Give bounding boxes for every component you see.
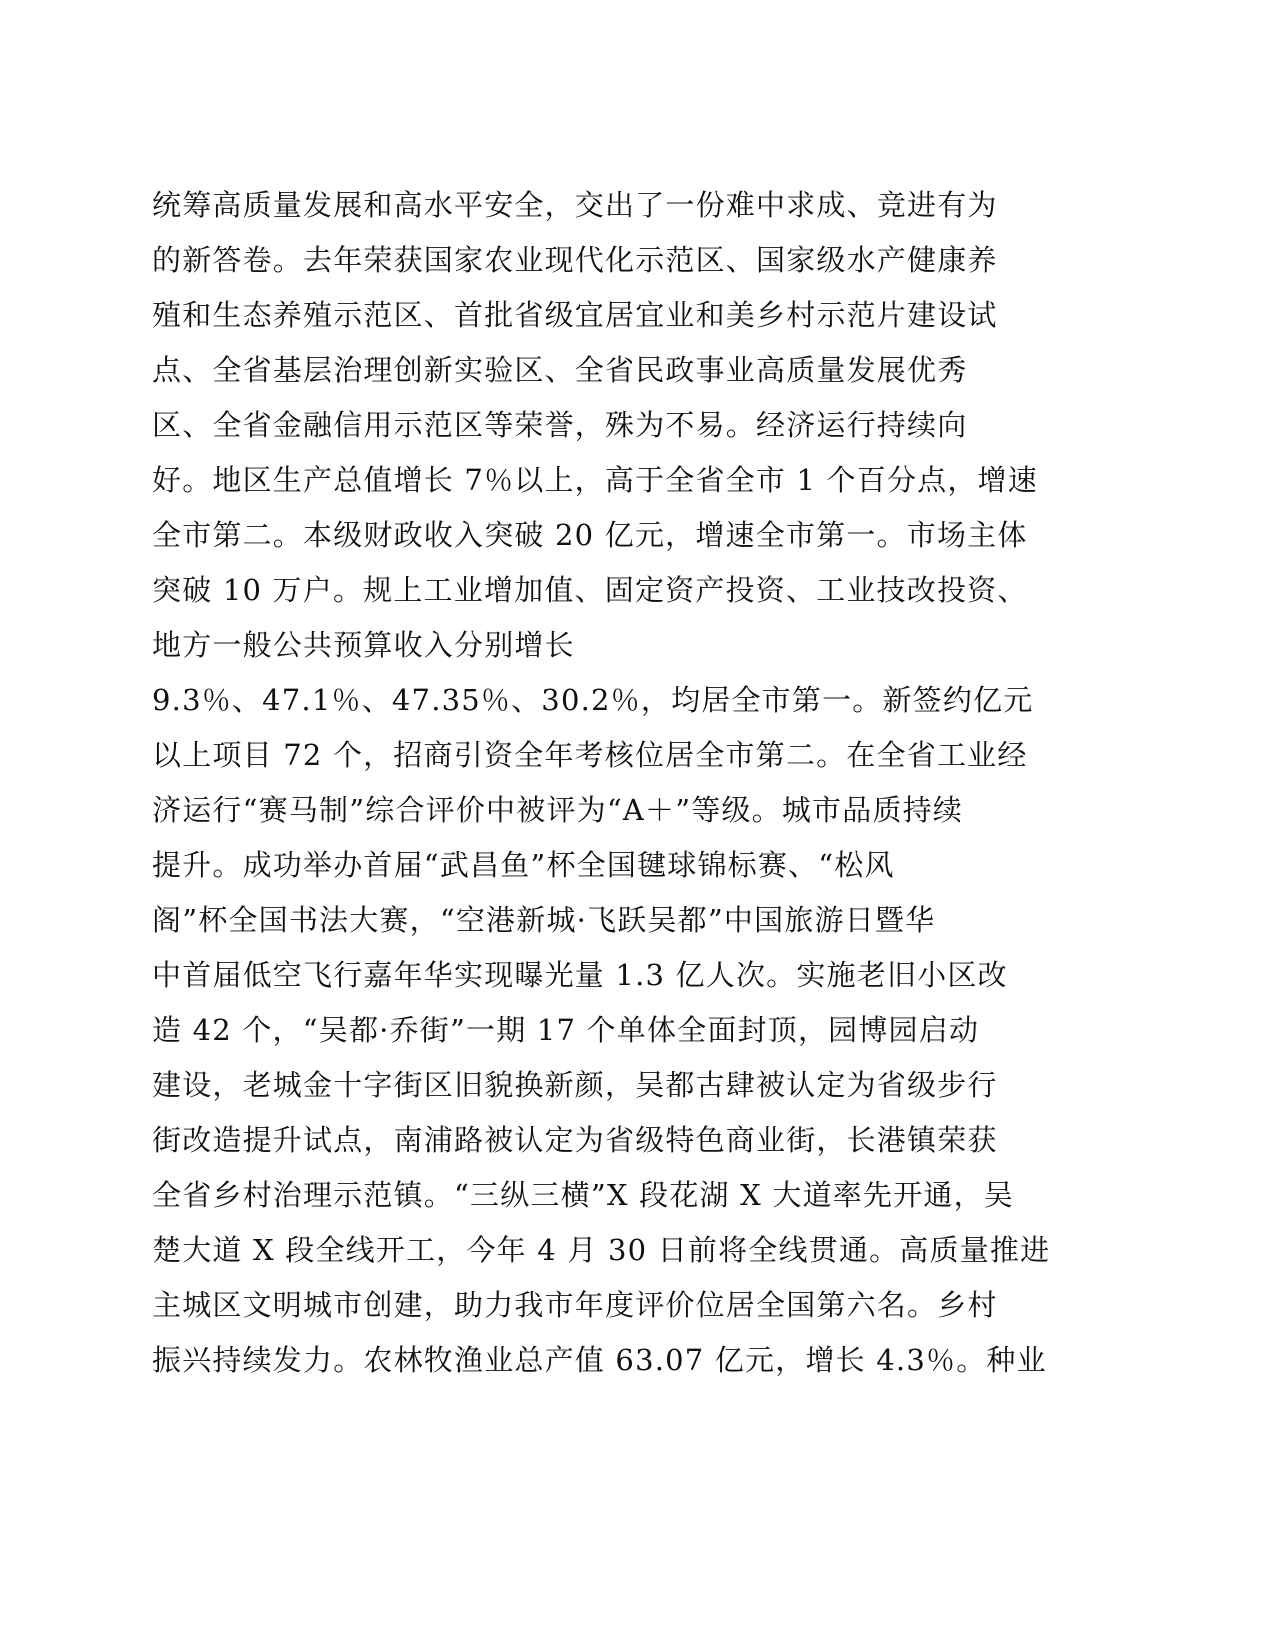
text-line: 好。地区生产总值增长 7％以上，高于全省全市 1 个百分点，增速 xyxy=(152,463,1038,497)
text-line: 地方一般公共预算收入分别增长 xyxy=(152,628,575,662)
text-line: 阁”杯全国书法大赛，“空港新城·飞跃吴都”中国旅游日暨华 xyxy=(152,903,936,937)
text-line: 全市第二。本级财政收入突破 20 亿元，增速全市第一。市场主体 xyxy=(152,518,1028,552)
text-line: 街改造提升试点，南浦路被认定为省级特色商业街，长港镇荣获 xyxy=(152,1123,998,1157)
text-line: 建设，老城金十字街区旧貌换新颜，吴都古肆被认定为省级步行 xyxy=(152,1068,998,1102)
text-line: 以上项目 72 个，招商引资全年考核位居全市第二。在全省工业经 xyxy=(152,738,1028,772)
text-line: 点、全省基层治理创新实验区、全省民政事业高质量发展优秀 xyxy=(152,353,968,387)
body-text xyxy=(152,178,1112,1388)
text-line: 主城区文明城市创建，助力我市年度评价位居全国第六名。乡村 xyxy=(152,1288,998,1322)
text-line: 殖和生态养殖示范区、首批省级宜居宜业和美乡村示范片建设试 xyxy=(152,298,998,332)
text-line: 济运行“赛马制”综合评价中被评为“A＋”等级。城市品质持续 xyxy=(152,793,964,827)
text-line: 突破 10 万户。规上工业增加值、固定资产投资、工业技改投资、 xyxy=(152,573,1028,607)
text-line: 的新答卷。去年荣获国家农业现代化示范区、国家级水产健康养 xyxy=(152,243,998,277)
text-line: 中首届低空飞行嘉年华实现曝光量 1.3 亿人次。实施老旧小区改 xyxy=(152,958,1008,992)
text-line: 提升。成功举办首届“武昌鱼”杯全国毽球锦标赛、“松风 xyxy=(152,848,895,882)
text-line: 全省乡村治理示范镇。“三纵三横”X 段花湖 X 大道率先开通，吴 xyxy=(152,1178,1014,1212)
text-line: 区、全省金融信用示范区等荣誉，殊为不易。经济运行持续向 xyxy=(152,408,968,442)
text-line: 振兴持续发力。农林牧渔业总产值 63.07 亿元，增长 4.3％。种业 xyxy=(152,1343,1047,1377)
text-line: 楚大道 X 段全线开工，今年 4 月 30 日前将全线贯通。高质量推进 xyxy=(152,1233,1051,1267)
text-line: 造 42 个，“吴都·乔街”一期 17 个单体全面封顶，园博园启动 xyxy=(152,1013,980,1047)
text-line: 9.3％、47.1％、47.35％、30.2％，均居全市第一。新签约亿元 xyxy=(152,683,1034,717)
text-line: 统筹高质量发展和高水平安全，交出了一份难中求成、竞进有为 xyxy=(152,188,998,222)
